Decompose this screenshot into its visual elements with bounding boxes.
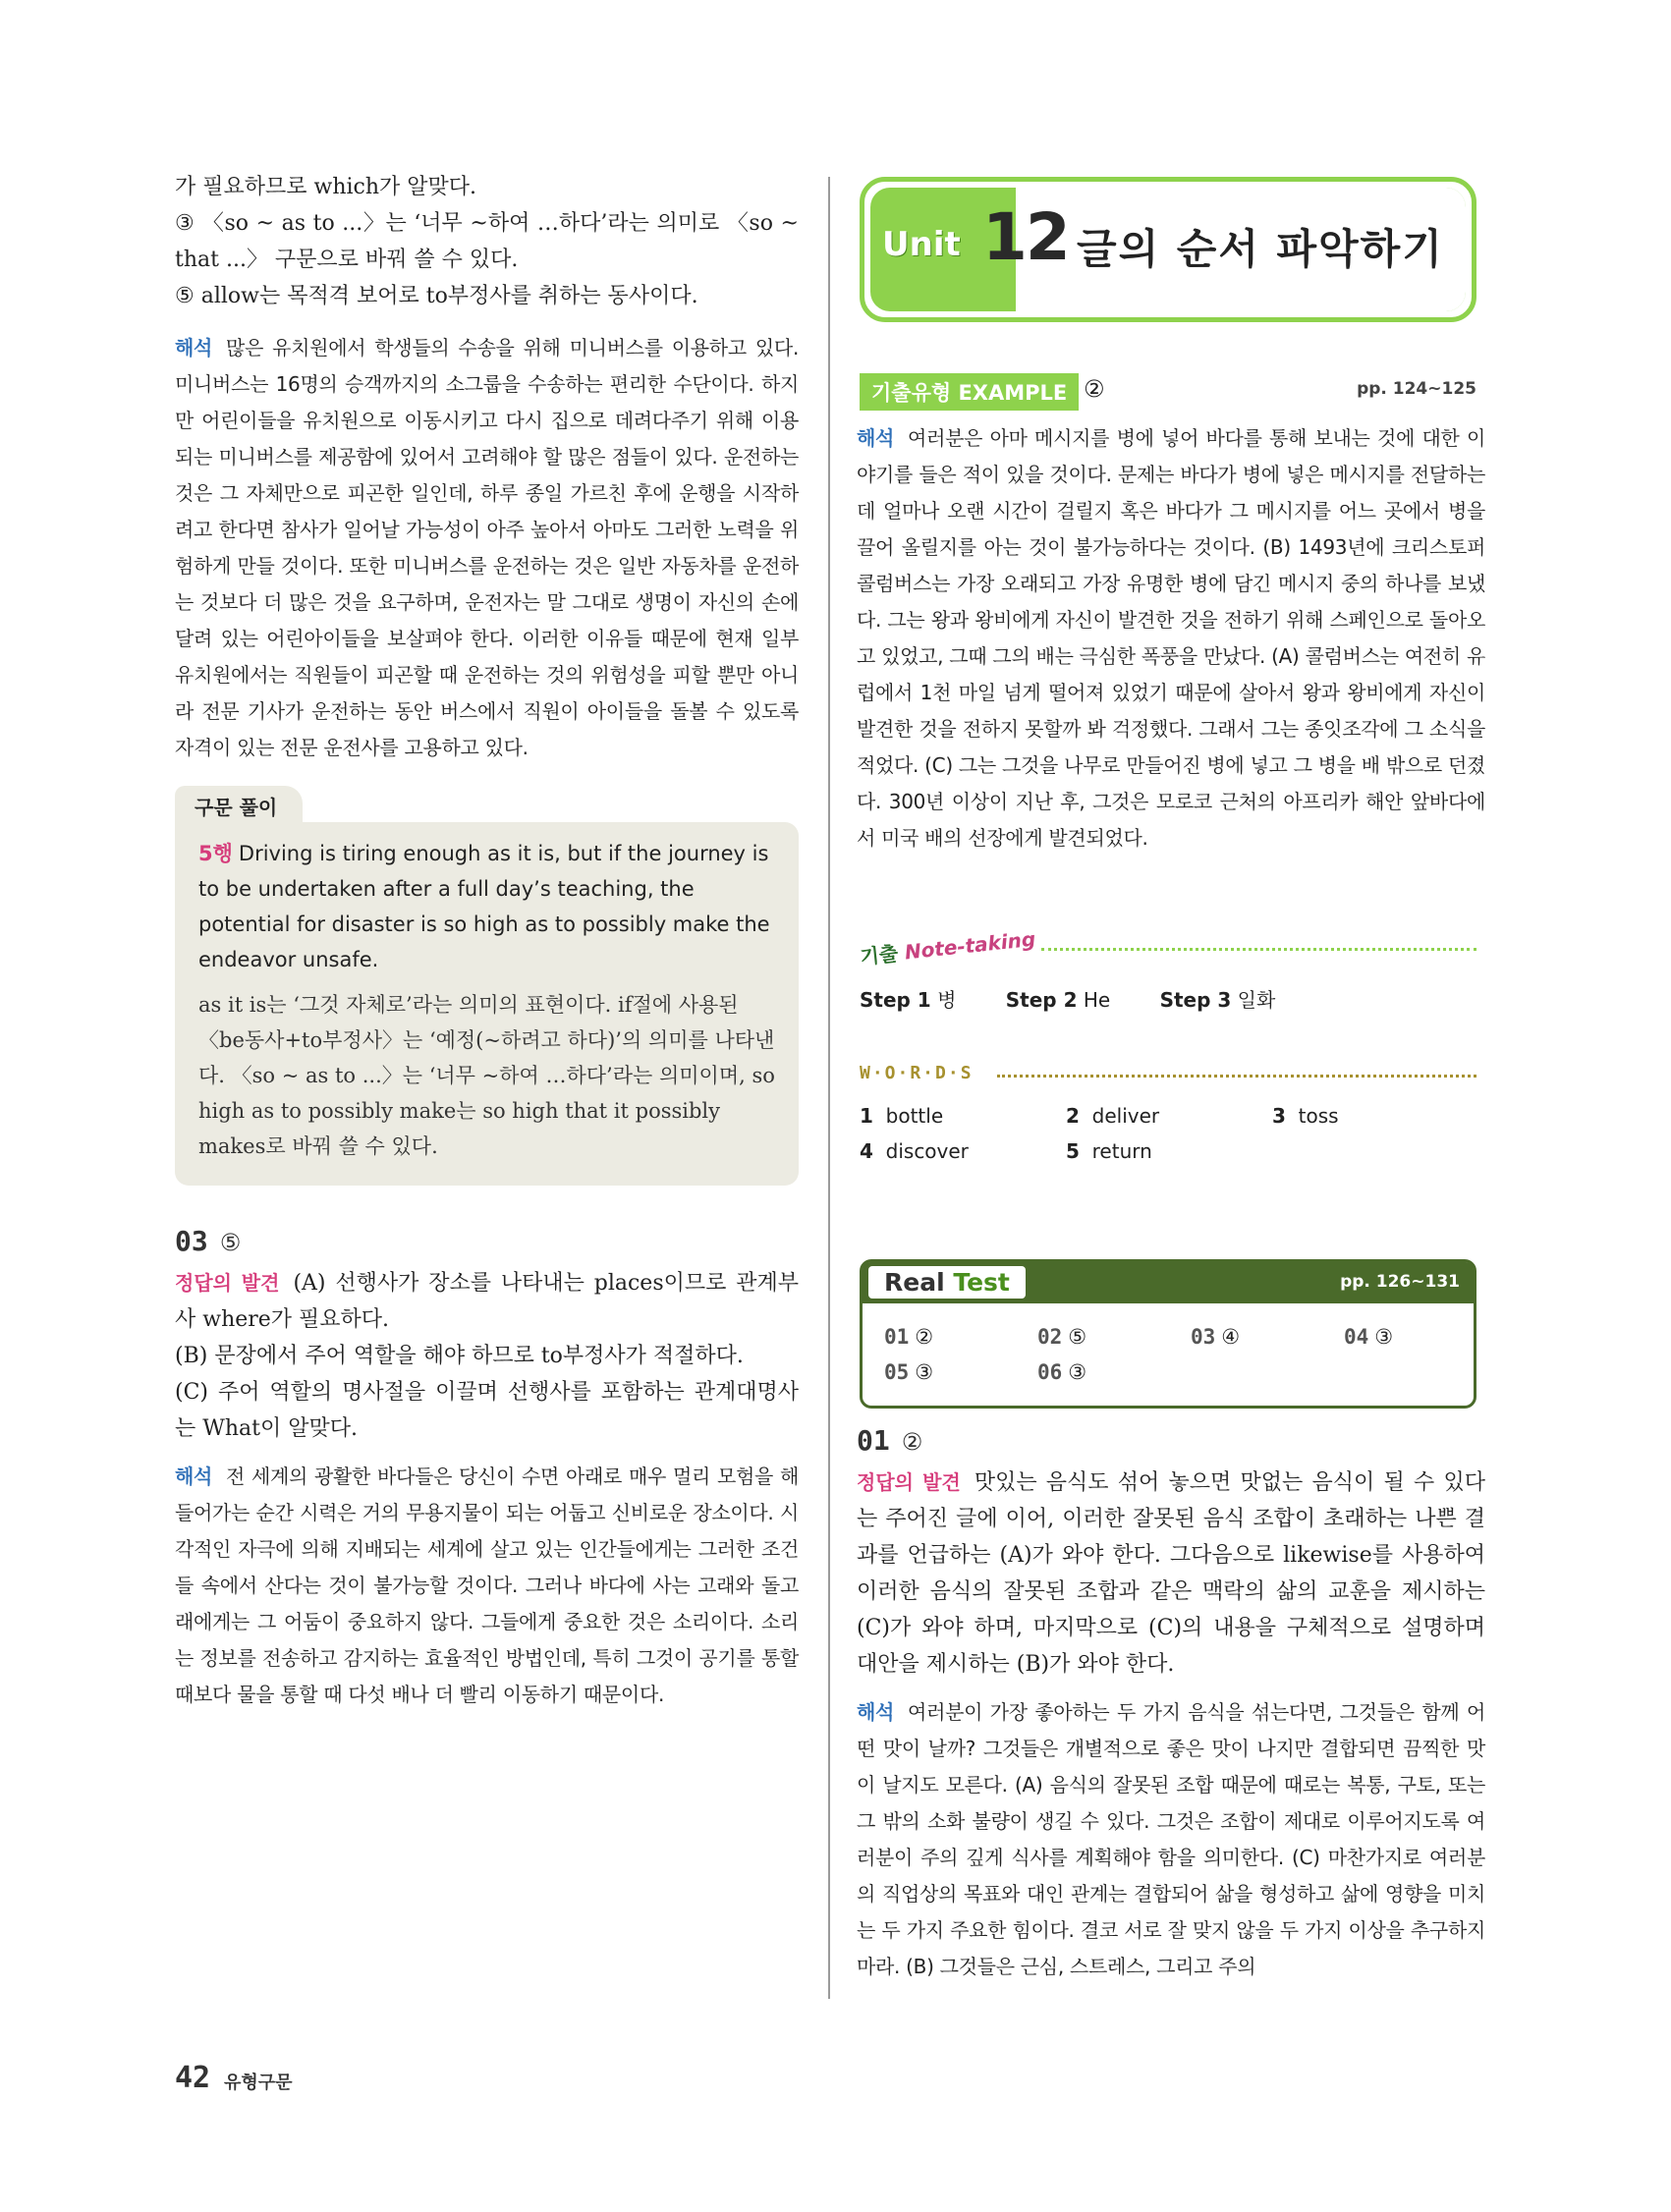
step-label: Step 2	[1005, 988, 1078, 1012]
answer-value: ④	[1221, 1325, 1241, 1349]
real-test-title	[868, 1266, 1026, 1299]
step-item	[1160, 988, 1276, 1012]
answer-value: ③	[1068, 1360, 1087, 1384]
answer-value: ③	[1374, 1325, 1394, 1349]
translation-text: 여러분이 가장 좋아하는 두 가지 음식을 섞는다면, 그것들은 함께 어떤 맛이 날까? 그것들은 개별적으로 좋은 맛이 나지만 결합되면 끔찍한 맛이 날지도 모른다. (A) 음식의 잘못된 조합 때문에 때로는 복통, 구토, 또는 그 밖의 소화 불량이 생길 수 있다. 그것은 조합이 제대로 이루어지도록 여러분이 주의 깊게 식사를 계획해야 함을 의미한다. (C) 마찬가지로 여러분의 직업상의 목표와 대인 관계는 결합되어 삶을 형성하고 삶에 영향을 미치는 두 가지 주요한 힘이다. 결코 서로 잘 맞지 않을 두 가지 이상을 추구하지 마라. (B) 그것들은 근심, 스트레스, 그리고 주의	[857, 1700, 1485, 1978]
dotted-rule	[997, 1075, 1476, 1078]
answer-explanation	[175, 1265, 799, 1338]
intro-line: 가 필요하므로 which가 알맞다.	[175, 175, 477, 199]
step-value: He	[1083, 988, 1111, 1012]
answer-number: 02	[1037, 1325, 1063, 1349]
answer-line: (C) 주어 역할의 명사절을 이끌며 선행사를 포함하는 관계대명사는 What이 알맞다.	[175, 1380, 799, 1441]
syntax-tab: 구문 풀이	[175, 786, 303, 824]
note-taking-header	[860, 928, 1476, 968]
example-translation	[857, 420, 1485, 857]
translation-label: 해석	[175, 336, 213, 359]
unit-number: 12	[982, 199, 1069, 275]
syntax-box	[175, 786, 799, 1186]
word-item	[1066, 1098, 1159, 1134]
question-01-heading	[857, 1424, 1485, 1457]
question-01-section	[857, 1424, 1485, 1985]
section-label: 유형구문	[224, 2073, 293, 2093]
word-item	[860, 1098, 943, 1134]
answer-number: 03	[1191, 1325, 1216, 1349]
answer-item	[1344, 1319, 1393, 1355]
step-item	[1006, 988, 1110, 1012]
answer-text: 맛있는 음식도 섞어 놓으면 맛없는 음식이 될 수 있다는 주어진 글에 이어, 이러한 잘못된 음식 조합이 초래하는 나쁜 결과를 언급하는 (A)가 와야 한다. 그다음으로 likewise를 사용하여 이러한 음식의 잘못된 조합과 같은 맥락의 삶의 교훈을 제시하는 (C)가 와야 하며, 마지막으로 (C)의 내용을 구체적으로 설명하며 대안을 제시하는 (B)가 와야 한다.	[857, 1470, 1485, 1677]
translation-paragraph	[175, 1459, 799, 1713]
unit-banner	[860, 177, 1476, 322]
note-steps	[860, 984, 1318, 1013]
syntax-body	[175, 822, 799, 1186]
real-test-pages: pp. 126~131	[1340, 1272, 1460, 1292]
translation-label: 해석	[857, 426, 895, 450]
answer-value: ②	[915, 1325, 934, 1349]
word-text: discover	[885, 1139, 969, 1163]
intro-line: ⑤ allow는 목적격 보어로 to부정사를 취하는 동사이다.	[175, 284, 698, 308]
note-tag-prefix: 기출	[859, 941, 900, 969]
example-tag: 기출유형 EXAMPLE	[860, 373, 1079, 411]
note-taking-tag	[859, 923, 1036, 970]
answer-line: (B) 문장에서 주어 역할을 해야 하므로 to부정사가 적절하다.	[175, 1344, 744, 1368]
word-number: 3	[1272, 1104, 1286, 1128]
answer-value: ③	[915, 1360, 934, 1384]
step-value: 일화	[1237, 988, 1276, 1012]
answer-number: 06	[1037, 1360, 1063, 1384]
translation-label: 해석	[175, 1465, 213, 1488]
example-answer: ②	[1084, 375, 1105, 403]
translation-label: 해석	[857, 1700, 895, 1724]
answer-label: 정답의 발견	[175, 1271, 280, 1295]
translation-paragraph	[857, 1694, 1485, 1985]
dotted-rule	[1041, 948, 1476, 951]
word-text: bottle	[885, 1104, 944, 1128]
word-number: 5	[1066, 1139, 1080, 1163]
real-test-header	[863, 1262, 1474, 1303]
translation-paragraph	[857, 420, 1485, 857]
unit-title: 글의 순서 파악하기	[1077, 225, 1444, 273]
answer-item	[1037, 1355, 1086, 1390]
word-number: 2	[1066, 1104, 1080, 1128]
words-tag: W·O·R·D·S	[860, 1063, 974, 1083]
answer-label: 정답의 발견	[857, 1470, 961, 1494]
word-item	[860, 1134, 969, 1169]
question-number: 03	[175, 1225, 208, 1257]
syntax-explanation: as it is는 ‘그것 자체로’라는 의미의 표현이다. if절에 사용된 〈be동사+to부정사〉는 ‘예정(~하려고 하다)’의 의미를 나타낸다. 〈so ~ as to ...〉는 ‘너무 ~하여 …하다’라는 의미이며, so high as to possibly make는 so high that it possibly makes로 바꿔 쓸 수 있다.	[198, 993, 775, 1158]
column-divider	[828, 177, 830, 1999]
question-number: 01	[857, 1424, 890, 1457]
real-test-title-b: Test	[953, 1268, 1010, 1297]
answer-item	[884, 1355, 933, 1390]
example-pages: pp. 124~125	[1357, 379, 1476, 399]
step-item	[860, 988, 956, 1012]
note-tag-text: Note-taking	[903, 926, 1037, 965]
answer-number: 04	[1344, 1325, 1369, 1349]
translation-text: 전 세계의 광활한 바다들은 당신이 수면 아래로 매우 멀리 모험을 해 들어가는 순간 시력은 거의 무용지물이 되는 어둡고 신비로운 장소이다. 시각적인 자극에 의해 지배되는 세계에 살고 있는 인간들에게는 그러한 조건들 속에서 산다는 것이 불가능할 것이다. 그러나 바다에 사는 고래와 돌고래에게는 그 어둠이 중요하지 않다. 그들에게 중요한 것은 소리이다. 소리는 정보를 전송하고 감지하는 효율적인 방법인데, 특히 그것이 공기를 통할 때보다 물을 통할 때 다섯 배나 더 빨리 이동하기 때문이다.	[175, 1465, 799, 1706]
answer-item	[1037, 1319, 1086, 1355]
word-text: toss	[1298, 1104, 1339, 1128]
unit-label: Unit	[882, 225, 961, 264]
intro-line: ③ 〈so ~ as to ...〉는 ‘너무 ~하여 …하다’라는 의미로 〈so ~ that ...〉 구문으로 바꿔 쓸 수 있다.	[175, 211, 799, 272]
step-label: Step 3	[1159, 988, 1232, 1012]
word-item	[1066, 1134, 1152, 1169]
question-answer: ⑤	[219, 1229, 242, 1256]
answer-explanation	[857, 1465, 1485, 1683]
translation-text: 여러분은 아마 메시지를 병에 넣어 바다를 통해 보내는 것에 대한 이야기를 들은 적이 있을 것이다. 문제는 바다가 병에 넣은 메시지를 전달하는데 얼마나 오랜 시간이 걸릴지 혹은 바다가 그 메시지를 어느 곳에서 병을 끌어 올릴지를 아는 것이 불가능하다는 것이다. (B) 1493년에 크리스토퍼 콜럼버스는 가장 오래되고 가장 유명한 병에 담긴 메시지 중의 하나를 보냈다. 그는 왕과 왕비에게 자신이 발견한 것을 전하기 위해 스페인으로 돌아오고 있었고, 그때 그의 배는 극심한 폭풍을 만났다. (A) 콜럼버스는 여전히 유럽에서 1천 마일 넘게 떨어져 있었기 때문에 살아서 왕과 왕비에게 자신이 발견한 것을 전하지 못할까 봐 걱정했다. 그래서 그는 종잇조각에 그 소식을 적었다. (C) 그는 그것을 나무로 만들어진 병에 넣고 그 병을 배 밖으로 던졌다. 300년 이상이 지난 후, 그것은 모로코 근처의 아프리카 해안 앞바다에서 미국 배의 선장에게 발견되었다.	[857, 426, 1485, 850]
syntax-sentence: Driving is tiring enough as it is, but if the journey is to be undertaken after a full day’s teaching, the potential for disaster is so high as to possibly make the endeavor unsafe.	[198, 842, 770, 971]
left-column	[175, 169, 799, 1713]
example-header	[860, 371, 1476, 411]
step-label: Step 1	[860, 988, 931, 1012]
step-value: 병	[937, 988, 957, 1012]
page-number: 42	[175, 2061, 211, 2095]
answer-value: ⑤	[1068, 1325, 1087, 1349]
word-number: 4	[860, 1139, 873, 1163]
words-header	[860, 1063, 1476, 1092]
word-number: 1	[860, 1104, 873, 1128]
translation-paragraph	[175, 330, 799, 766]
syntax-english	[198, 836, 775, 977]
answer-number: 05	[884, 1360, 910, 1384]
question-answer: ②	[901, 1428, 923, 1456]
word-text: deliver	[1091, 1104, 1160, 1128]
word-text: return	[1091, 1139, 1152, 1163]
real-test-title-a: Real	[884, 1268, 954, 1297]
answer-item	[884, 1319, 933, 1355]
line-number: 5행	[198, 842, 233, 865]
answer-line: (A) 선행사가 장소를 나타내는 places이므로 관계부사 where가 필요하다.	[175, 1271, 799, 1332]
answer-number: 01	[884, 1325, 910, 1349]
question-03-heading	[175, 1225, 799, 1257]
translation-text: 많은 유치원에서 학생들의 수송을 위해 미니버스를 이용하고 있다. 미니버스는 16명의 승객까지의 소그룹을 수송하는 편리한 수단이다. 하지만 어린이들을 유치원으로 이동시키고 다시 집으로 데려다주기 위해 이용되는 미니버스를 제공함에 있어서 고려해야 할 많은 점들이 있다. 운전하는 것은 그 자체만으로 피곤한 일인데, 하루 종일 가르친 후에 운행을 시작하려고 한다면 참사가 일어날 가능성이 아주 높아서 아마도 그러한 노력을 위험하게 만들 것이다. 또한 미니버스를 운전하는 것은 일반 자동차를 운전하는 것보다 더 많은 것을 요구하며, 운전자는 말 그대로 생명이 자신의 손에 달려 있는 어린아이들을 보살펴야 한다. 이러한 이유들 때문에 현재 일부 유치원에서는 직원들이 피곤할 때 운전하는 것의 위험성을 피할 뿐만 아니라 전문 기사가 운전하는 동안 버스에서 직원이 아이들을 돌볼 수 있도록 자격이 있는 전문 운전사를 고용하고 있다.	[175, 336, 799, 759]
word-item	[1272, 1098, 1339, 1134]
real-test-box	[860, 1259, 1476, 1409]
answer-item	[1191, 1319, 1240, 1355]
